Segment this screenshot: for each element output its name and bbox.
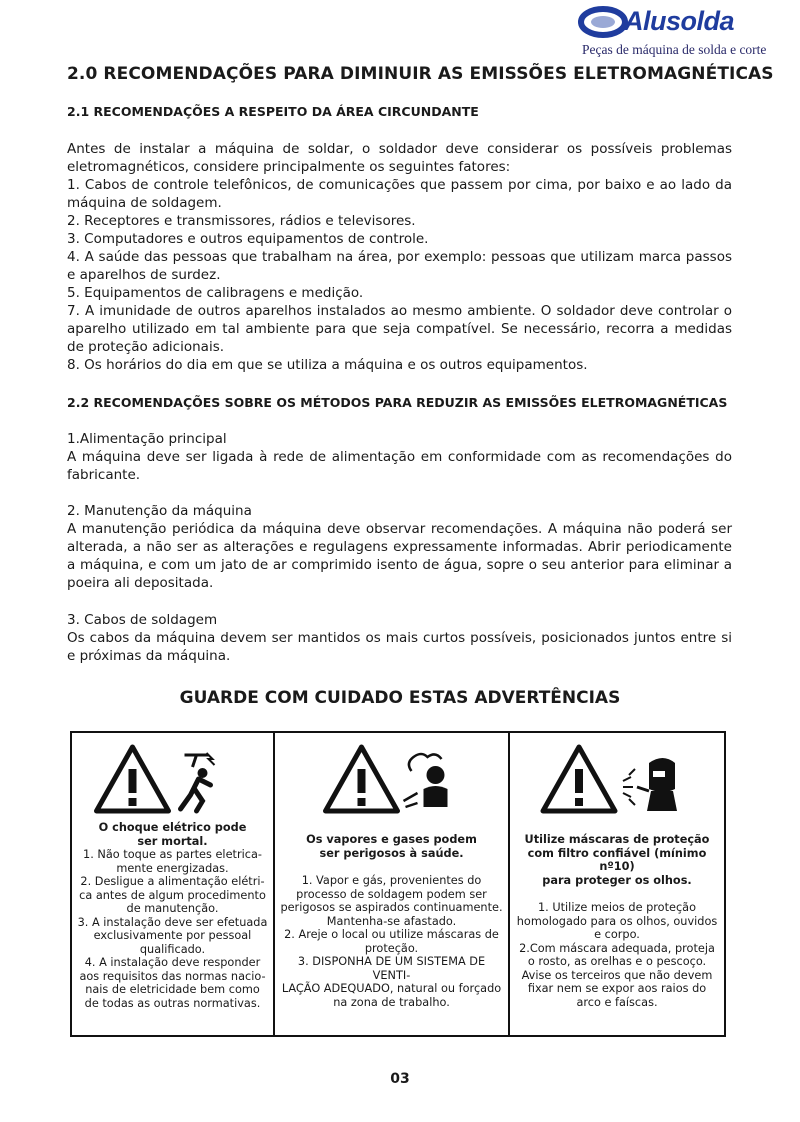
warning-line: LAÇÃO ADEQUADO, natural ou forçado xyxy=(281,982,502,995)
warning-line: 1. Não toque as partes eletrica- xyxy=(83,848,262,861)
toxic-fumes-icon xyxy=(275,741,508,817)
page-number: 03 xyxy=(390,1071,410,1087)
warning-heading-line: ser perigosos à saúde. xyxy=(319,846,464,860)
section-2-1-body xyxy=(67,140,732,374)
fumes-warning xyxy=(275,733,510,1035)
warning-line: nais de eletricidade bem como xyxy=(85,983,260,996)
warning-line: Avise os terceiros que não devem xyxy=(521,968,713,982)
block-text: A manutenção periódica da máquina deve observar recomendações. A máquina não poderá ser alterada, a não ser as alterações e regulagens expressamente informadas. Abrir periodicamente a máquina, e com um jato de ar comprimido isento de água, sopre o seu anterior para eliminar a poeira ali depositada. xyxy=(67,521,732,591)
logo-wordmark: Alusolda xyxy=(624,6,735,36)
page-title: 2.0 RECOMENDAÇÕES PARA DIMINUIR AS EMISSÕES ELETROMAGNÉTICAS xyxy=(67,64,774,84)
warning-line: fixar nem se expor aos raios do xyxy=(527,982,707,995)
electric-shock-warning xyxy=(72,733,275,1035)
block-text: Os cabos da máquina devem ser mantidos os mais curtos possíveis, posicionados juntos entre si e próximas da máquina. xyxy=(67,630,732,664)
warning-line: arco e faíscas. xyxy=(576,995,658,1009)
warning-heading-line: para proteger os olhos. xyxy=(542,873,692,887)
warning-heading-line: ser mortal. xyxy=(137,834,208,848)
section-2-1-title: 2.1 RECOMENDAÇÕES A RESPEITO DA ÁREA CIRCUNDANTE xyxy=(67,104,479,119)
list-item: 4. A saúde das pessoas que trabalham na área, por exemplo: pessoas que utilizam marca passos e aparelhos de surdez. xyxy=(67,249,732,283)
warning-line: processo de soldagem podem ser xyxy=(296,887,487,901)
warnings-table xyxy=(70,731,726,1037)
welding-mask-icon xyxy=(510,741,724,817)
section-2-1-intro: Antes de instalar a máquina de soldar, o soldador deve considerar os possíveis problemas eletromagnéticos, considere principalmente os seguintes fatores: xyxy=(67,141,732,175)
maintenance-block xyxy=(67,502,732,592)
warning-line: 2. Areje o local ou utilize máscaras de xyxy=(284,928,499,941)
list-item: 5. Equipamentos de calibragens e medição. xyxy=(67,285,364,301)
eye-protection-warning xyxy=(510,733,724,1035)
power-supply-block xyxy=(67,430,732,484)
warning-line: 2. Desligue a alimentação elétri- xyxy=(80,875,265,888)
warning-line: exclusivamente por pessoal xyxy=(93,929,252,942)
warning-line: o rosto, as orelhas e o pescoço. xyxy=(527,955,707,968)
warning-heading-line: Utilize máscaras de proteção xyxy=(524,833,710,846)
warning-line: 2.Com máscara adequada, proteja xyxy=(519,941,715,955)
warning-heading-line: com filtro confiável (mínimo nº10) xyxy=(527,846,707,873)
electric-shock-text xyxy=(75,821,270,1010)
list-item: 7. A imunidade de outros aparelhos instalados ao mesmo ambiente. O soldador deve controlar o aparelho utilizado em tal ambiente para que seja compatível. Se necessário, recorra a medidas de proteção adicionais. xyxy=(67,303,732,355)
block-text: A máquina deve ser ligada à rede de alimentação em conformidade com as recomendações do fabricante. xyxy=(67,449,732,483)
fumes-text xyxy=(278,833,505,1009)
warning-line: 3. DISPONHA DE UM SISTEMA DE VENTI- xyxy=(297,955,486,982)
warning-line: 1. Utilize meios de proteção xyxy=(537,901,697,914)
block-title: 2. Manutenção da máquina xyxy=(67,503,252,519)
list-item: 8. Os horários do dia em que se utiliza a máquina e os outros equipamentos. xyxy=(67,357,588,373)
warning-heading-line: Os vapores e gases podem xyxy=(306,833,477,846)
warning-line: Mantenha-se afastado. xyxy=(326,914,457,928)
warning-line: 1. Vapor e gás, provenientes do xyxy=(301,874,482,887)
warning-line: aos requisitos das normas nacio- xyxy=(79,969,266,983)
warning-line: mente energizadas. xyxy=(116,861,229,875)
warning-line: proteção. xyxy=(364,941,419,955)
warning-line: e corpo. xyxy=(594,928,640,941)
warning-line: de manutenção. xyxy=(126,902,219,915)
warnings-title: GUARDE COM CUIDADO ESTAS ADVERTÊNCIAS xyxy=(179,688,621,708)
section-2-2-title: 2.2 RECOMENDAÇÕES SOBRE OS MÉTODOS PARA REDUZIR AS EMISSÕES ELETROMAGNÉTICAS xyxy=(67,395,728,410)
list-item: 1. Cabos de controle telefônicos, de comunicações que passem por cima, por baixo e ao lado da máquina de soldagem. xyxy=(67,177,732,211)
block-title: 3. Cabos de soldagem xyxy=(67,612,218,628)
warning-line: qualificado. xyxy=(139,942,206,956)
warning-heading-line: O choque elétrico pode xyxy=(98,821,247,834)
alusolda-logo xyxy=(578,4,767,60)
list-item: 2. Receptores e transmissores, rádios e televisores. xyxy=(67,213,416,229)
warning-line: de todas as outras normativas. xyxy=(84,996,261,1010)
warning-line: perigosos se aspirados continuamente. xyxy=(280,901,503,914)
warning-line: ca antes de algum procedimento xyxy=(79,888,266,902)
cables-block xyxy=(67,611,732,665)
electric-shock-icon xyxy=(72,741,273,817)
warning-line: homologado para os olhos, ouvidos xyxy=(516,914,718,928)
list-item: 3. Computadores e outros equipamentos de controle. xyxy=(67,231,429,247)
warning-line: na zona de trabalho. xyxy=(333,995,450,1009)
block-title: 1.Alimentação principal xyxy=(67,431,227,447)
warning-line: 4. A instalação deve responder xyxy=(84,956,261,969)
warning-line: 3. A instalação deve ser efetuada xyxy=(77,915,268,929)
eye-protection-text xyxy=(513,833,721,1009)
logo-tagline: Peças de máquina de solda e corte xyxy=(582,42,767,57)
